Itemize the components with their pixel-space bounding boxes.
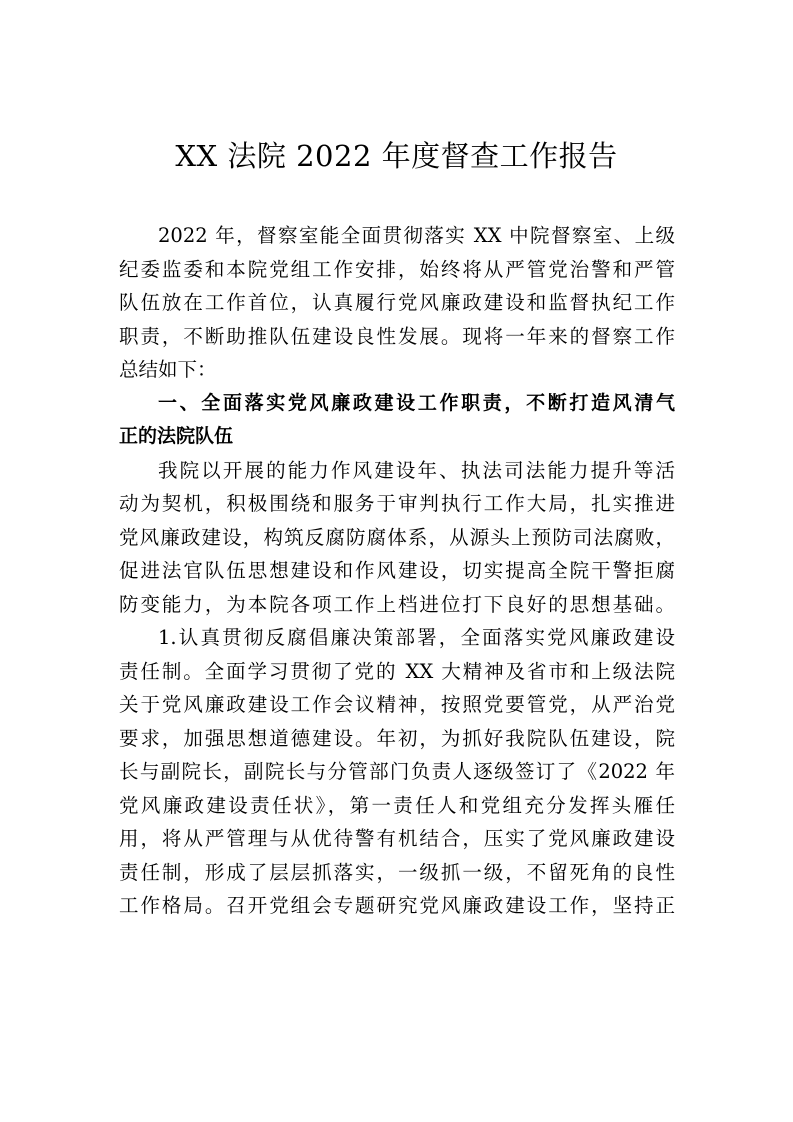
paragraph-line: 长与副院长，副院长与分管部门负责人逐级签订了《2022 年 bbox=[119, 760, 675, 783]
paragraph-line: 职责，不断助推队伍建设良性发展。现将一年来的督察工作 bbox=[119, 324, 675, 348]
paragraph-line: 2022 年，督察室能全面贯彻落实 XX 中院督察室、上级 bbox=[158, 224, 675, 247]
paragraph-line: 关于党风廉政建设工作会议精神，按照党要管党，从严治党 bbox=[119, 693, 675, 716]
paragraph-line: 促进法官队伍思想建设和作风建设，切实提高全院干警拒腐 bbox=[119, 559, 675, 582]
paragraph-line: 用，将从严管理与从优待警有机结合，压实了党风廉政建设 bbox=[119, 827, 675, 850]
section-heading-line: 一、全面落实党风廉政建设工作职责，不断打造风清气 bbox=[158, 391, 675, 414]
paragraph-line: 要求，加强思想道德建设。年初，为抓好我院队伍建设，院 bbox=[119, 726, 675, 750]
document-body bbox=[119, 219, 675, 923]
section-heading-line: 正的法院队伍 bbox=[119, 425, 234, 447]
paragraph-line: 防变能力，为本院各项工作上档进位打下良好的思想基础。 bbox=[119, 592, 675, 616]
paragraph-line: 党风廉政建设责任状》，第一责任人和党组充分发挥头雁任 bbox=[119, 793, 675, 817]
paragraph-line: 党风廉政建设，构筑反腐防腐体系，从源头上预防司法腐败， bbox=[119, 525, 675, 549]
paragraph-line: 我院以开展的能力作风建设年、执法司法能力提升等活 bbox=[158, 458, 675, 482]
paragraph-line: 动为契机，积极围绕和服务于审判执行工作大局，扎实推进 bbox=[119, 492, 675, 515]
paragraph-line: 责任制，形成了层层抓落实，一级抓一级，不留死角的良性 bbox=[119, 860, 675, 884]
paragraph-line: 责任制。全面学习贯彻了党的 XX 大精神及省市和上级法院 bbox=[119, 659, 675, 683]
paragraph-line: 工作格局。召开党组会专题研究党风廉政建设工作，坚持正 bbox=[119, 894, 675, 917]
paragraph-line: 队伍放在工作首位，认真履行党风廉政建设和监督执纪工作 bbox=[119, 291, 675, 314]
paragraph-line: 总结如下： bbox=[119, 358, 217, 381]
document-title: XX 法院 2022 年度督查工作报告 bbox=[175, 139, 618, 173]
paragraph-line: 纪委监委和本院党组工作安排，始终将从严管党治警和严管 bbox=[119, 257, 675, 281]
paragraph-line: 1.认真贯彻反腐倡廉决策部署，全面落实党风廉政建设 bbox=[158, 626, 675, 649]
